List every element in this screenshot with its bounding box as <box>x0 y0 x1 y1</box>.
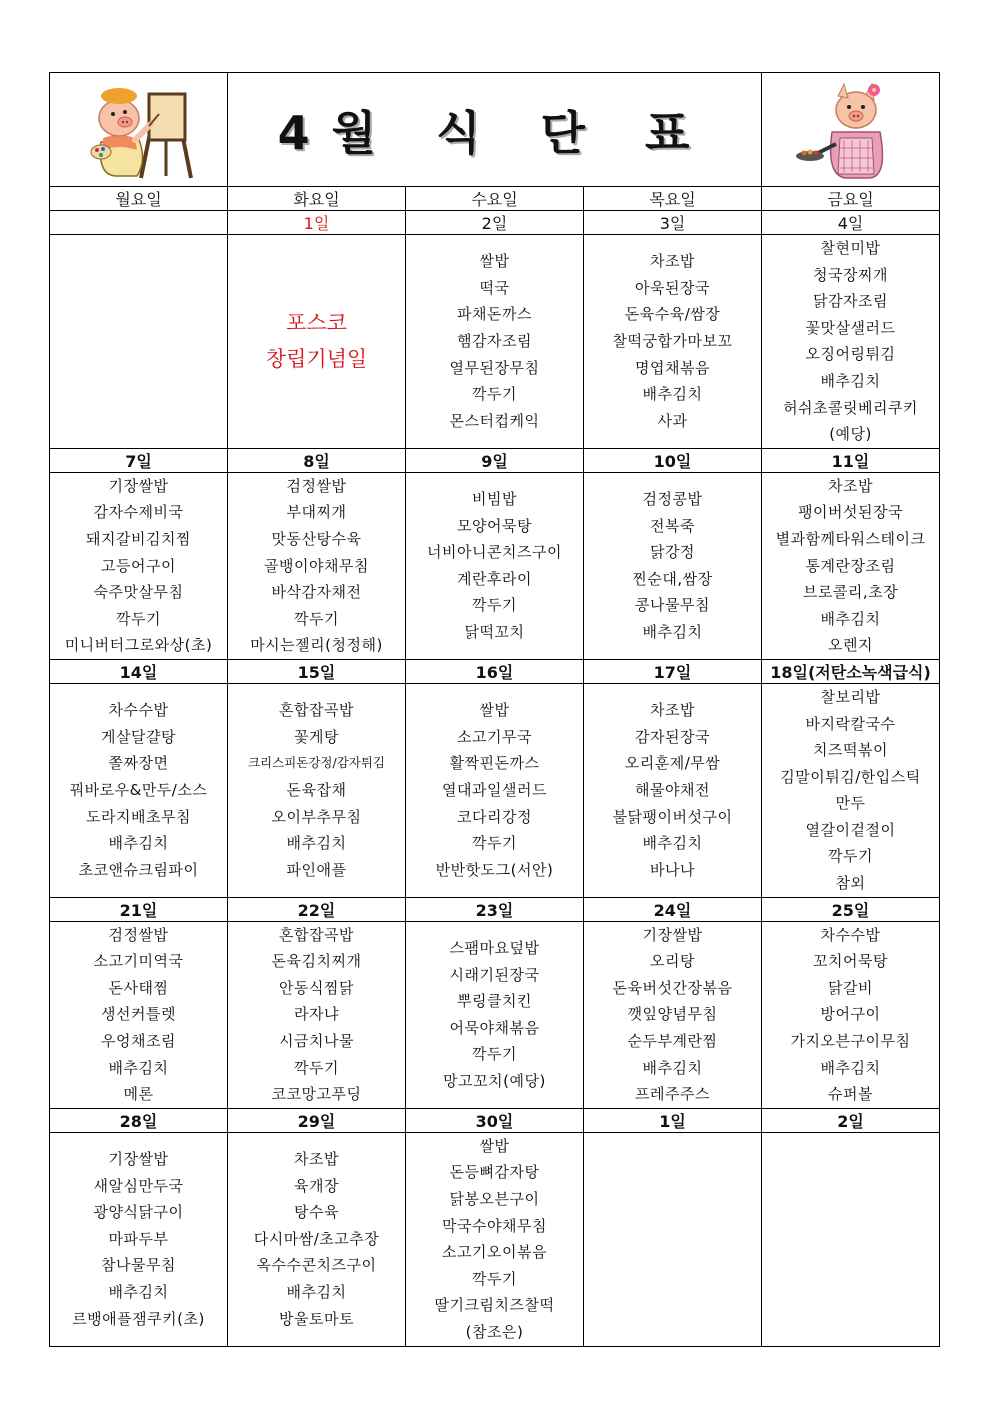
menu-item: 배추김치 <box>108 1058 169 1077</box>
menu-item: 차수수밥 <box>108 701 169 720</box>
menu-item: 닭떡꼬치 <box>464 623 525 642</box>
menu-item: 부대찌개 <box>286 503 347 522</box>
menu-item: 만두 <box>835 794 866 813</box>
menu-cell <box>406 921 584 1108</box>
menu-cell <box>762 472 940 659</box>
menu-item: 검정쌀밥 <box>108 925 169 944</box>
menu-item: 꽃맛살샐러드 <box>805 318 896 337</box>
menu-row <box>50 235 940 449</box>
menu-cell <box>228 235 406 449</box>
menu-item: 열갈이겉절이 <box>805 820 896 839</box>
menu-item: 막국수야채무침 <box>442 1216 547 1235</box>
date-cell: 7일 <box>50 448 228 472</box>
menu-item: 방어구이 <box>820 1005 881 1024</box>
date-cell: 30일 <box>406 1108 584 1132</box>
menu-item: 쫄짜장면 <box>108 754 169 773</box>
menu-item: 떡국 <box>479 278 510 297</box>
menu-item: 감자수제비국 <box>93 503 184 522</box>
menu-cell <box>762 921 940 1108</box>
menu-item: 차조밥 <box>650 252 695 271</box>
menu-item: 르뱅애플잼쿠키(초) <box>72 1309 205 1328</box>
menu-item: 배추김치 <box>820 371 881 390</box>
menu-item: 차수수밥 <box>820 925 881 944</box>
date-cell: 16일 <box>406 659 584 683</box>
menu-item: 깻잎양념무침 <box>627 1005 718 1024</box>
menu-item: 배추김치 <box>642 385 703 404</box>
menu-item: 육개장 <box>294 1176 339 1195</box>
menu-item: 닭갈비 <box>828 978 874 997</box>
menu-item: 기장쌀밥 <box>108 476 169 495</box>
menu-item: 크리스피돈강정/감자튀김 <box>247 755 386 771</box>
menu-item: 프레주주스 <box>635 1085 710 1104</box>
menu-item: 파채돈까스 <box>457 305 532 324</box>
menu-item: 기장쌀밥 <box>642 925 703 944</box>
menu-item: 방울토마토 <box>279 1309 354 1328</box>
date-row <box>50 897 940 921</box>
date-cell: 1일 <box>228 211 406 235</box>
menu-item: 소고기미역국 <box>93 952 184 971</box>
menu-item: 열무된장무침 <box>449 358 540 377</box>
date-cell: 21일 <box>50 897 228 921</box>
menu-item: 딸기크림치즈찰떡 <box>434 1296 555 1315</box>
header-row <box>50 73 940 187</box>
menu-item: 차조밥 <box>650 701 695 720</box>
menu-cell <box>50 683 228 897</box>
menu-row <box>50 921 940 1108</box>
menu-item: 모양어묵탕 <box>457 516 532 535</box>
menu-item: 시금치나물 <box>279 1032 354 1051</box>
date-cell: 23일 <box>406 897 584 921</box>
menu-item: 감자된장국 <box>635 727 710 746</box>
date-cell: 29일 <box>228 1108 406 1132</box>
menu-item: 비빔밥 <box>472 490 517 509</box>
menu-item: 닭감자조림 <box>813 292 888 311</box>
weekday-tue: 화요일 <box>228 187 406 211</box>
menu-cell <box>50 472 228 659</box>
menu-item: 참외 <box>835 874 866 893</box>
menu-item: 찰보리밥 <box>820 687 881 706</box>
menu-item: 브로콜리,초장 <box>802 583 899 602</box>
menu-item: 고등어구이 <box>101 556 176 575</box>
menu-item: 배추김치 <box>286 1283 347 1302</box>
menu-item: 통계란장조림 <box>805 556 896 575</box>
menu-item: 열대과일샐러드 <box>442 780 547 799</box>
menu-item: 오리훈제/무쌈 <box>624 754 721 773</box>
menu-item: 쌀밥 <box>479 701 510 720</box>
menu-row <box>50 683 940 897</box>
menu-item: 스팸마요덮밥 <box>449 938 540 957</box>
menu-item: 너비아니콘치즈구이 <box>427 543 562 562</box>
menu-item: 돈사태찜 <box>108 978 169 997</box>
holiday-label: 포스코 <box>286 311 347 336</box>
menu-item: 혼합잡곡밥 <box>279 925 354 944</box>
menu-item: 해물야채전 <box>635 780 710 799</box>
menu-item: 깍두기 <box>294 1058 339 1077</box>
menu-item: 깍두기 <box>472 1269 517 1288</box>
holiday-label: 창립기념일 <box>265 347 368 372</box>
meal-plan-table <box>49 72 940 1347</box>
date-cell: 4일 <box>762 211 940 235</box>
menu-item: 차조밥 <box>294 1150 339 1169</box>
menu-item: 오징어링튀김 <box>805 345 896 364</box>
menu-item: 꼬치어묵탕 <box>813 952 888 971</box>
menu-item: 돈육버섯간장볶음 <box>612 978 733 997</box>
menu-item: 마파두부 <box>108 1229 169 1248</box>
date-row <box>50 659 940 683</box>
pig-painter-icon <box>79 80 199 180</box>
menu-item: 닭강정 <box>650 543 695 562</box>
menu-item: 게살달걀탕 <box>101 727 176 746</box>
menu-item: 라자냐 <box>294 1005 339 1024</box>
menu-item: 꿔바로우&만두/소스 <box>69 780 208 799</box>
date-row <box>50 1108 940 1132</box>
menu-item: 마시는젤리(청정해) <box>250 636 383 655</box>
menu-cell <box>584 472 762 659</box>
menu-item: 깍두기 <box>472 596 517 615</box>
menu-item: 바삭감자채전 <box>271 583 362 602</box>
menu-item: 검정콩밥 <box>642 490 703 509</box>
menu-item: 배추김치 <box>820 1058 881 1077</box>
menu-item: 돈등뼈감자탕 <box>449 1163 540 1182</box>
menu-item: 사과 <box>657 411 688 430</box>
menu-item: 맛동산탕수육 <box>271 529 362 548</box>
date-cell: 14일 <box>50 659 228 683</box>
date-cell: 25일 <box>762 897 940 921</box>
menu-item: 반반핫도그(서안) <box>435 860 554 879</box>
menu-item: 깍두기 <box>116 609 161 628</box>
menu-cell <box>50 235 228 449</box>
menu-item: 소고기오이볶음 <box>442 1243 547 1262</box>
menu-cell <box>228 921 406 1108</box>
menu-item: 차조밥 <box>828 476 874 495</box>
menu-cell <box>584 921 762 1108</box>
date-cell: 2일 <box>762 1108 940 1132</box>
menu-item: 치즈떡볶이 <box>813 741 888 760</box>
menu-cell <box>762 683 940 897</box>
menu-item: 시래기된장국 <box>449 965 540 984</box>
menu-item: 참나물무침 <box>101 1256 176 1275</box>
menu-item: 깍두기 <box>472 385 517 404</box>
menu-item: 허쉬초콜릿베리쿠키 <box>783 398 918 417</box>
menu-item: (예당) <box>829 425 872 444</box>
menu-item: 다시마쌈/초고추장 <box>253 1229 380 1248</box>
menu-item: 활짝핀돈까스 <box>449 754 540 773</box>
menu-item: 어묵야채볶음 <box>449 1018 540 1037</box>
date-cell: 22일 <box>228 897 406 921</box>
menu-cell <box>584 683 762 897</box>
menu-item: 돼지갈비김치찜 <box>86 529 191 548</box>
menu-item: 파인애플 <box>286 860 347 879</box>
menu-item: 혼합잡곡밥 <box>279 701 354 720</box>
menu-cell <box>406 472 584 659</box>
menu-item: 망고꼬치(예당) <box>443 1071 546 1090</box>
menu-item: 몬스터컵케익 <box>449 411 540 430</box>
menu-item: 깍두기 <box>294 609 339 628</box>
menu-item: (참조은) <box>465 1322 524 1341</box>
date-cell: 11일 <box>762 448 940 472</box>
menu-cell <box>584 1132 762 1346</box>
date-cell: 1일 <box>584 1108 762 1132</box>
menu-item: 새알심만두국 <box>93 1176 184 1195</box>
menu-cell <box>50 921 228 1108</box>
menu-item: 햄감자조림 <box>457 332 532 351</box>
menu-row <box>50 1132 940 1346</box>
menu-cell <box>228 472 406 659</box>
left-art-cell <box>50 73 228 187</box>
menu-item: 광양식닭구이 <box>93 1203 184 1222</box>
menu-item: 옥수수콘치즈구이 <box>256 1256 377 1275</box>
menu-item: 우엉채조림 <box>101 1032 176 1051</box>
menu-cell <box>228 1132 406 1346</box>
date-cell: 9일 <box>406 448 584 472</box>
menu-item: 메론 <box>123 1085 154 1104</box>
menu-item: 바지락칼국수 <box>805 714 896 733</box>
weekday-wed: 수요일 <box>406 187 584 211</box>
menu-item: 코다리강정 <box>457 807 532 826</box>
menu-item: 배추김치 <box>286 834 347 853</box>
menu-item: 바나나 <box>650 860 695 879</box>
menu-item: 깍두기 <box>472 1045 517 1064</box>
menu-item: 숙주맛살무침 <box>93 583 184 602</box>
menu-item: 찐순대,쌈장 <box>632 569 713 588</box>
menu-item: 김말이튀김/한입스틱 <box>780 767 921 786</box>
title-cell <box>228 73 762 187</box>
menu-item: 콩나물무침 <box>635 596 710 615</box>
menu-cell <box>584 235 762 449</box>
menu-item: 돈육김치찌개 <box>271 952 362 971</box>
menu-item: 배추김치 <box>820 609 881 628</box>
menu-item: 오이부추무침 <box>271 807 362 826</box>
menu-item: 안동식찜닭 <box>279 978 354 997</box>
menu-item: 깍두기 <box>472 834 517 853</box>
menu-item: 코코망고푸딩 <box>271 1085 362 1104</box>
menu-item: 소고기무국 <box>457 727 532 746</box>
menu-cell <box>50 1132 228 1346</box>
menu-cell <box>762 235 940 449</box>
menu-cell <box>762 1132 940 1346</box>
menu-item: 불닭팽이버섯구이 <box>612 807 733 826</box>
menu-item: 초코앤슈크림파이 <box>78 860 199 879</box>
menu-item: 기장쌀밥 <box>108 1150 169 1169</box>
menu-item: 쌀밥 <box>479 1136 510 1155</box>
menu-item: 아욱된장국 <box>635 278 710 297</box>
menu-item: 청국장찌개 <box>813 265 888 284</box>
menu-item: 팽이버섯된장국 <box>798 503 903 522</box>
menu-cell <box>228 683 406 897</box>
weekday-fri: 금요일 <box>762 187 940 211</box>
menu-item: 생선커틀렛 <box>101 1005 176 1024</box>
menu-item: 찰떡궁합가마보꼬 <box>612 332 733 351</box>
date-cell: 18일(저탄소녹색급식) <box>762 659 940 683</box>
menu-cell <box>406 1132 584 1346</box>
menu-item: 찰현미밥 <box>820 239 881 257</box>
menu-cell <box>406 235 584 449</box>
menu-item: 깍두기 <box>828 847 874 866</box>
menu-item: 오리탕 <box>650 952 695 971</box>
menu-item: 쌀밥 <box>479 252 510 271</box>
menu-item: 오렌지 <box>828 636 874 655</box>
date-cell: 15일 <box>228 659 406 683</box>
menu-item: 꽃게탕 <box>294 727 339 746</box>
date-row <box>50 211 940 235</box>
menu-item: 슈퍼볼 <box>828 1085 874 1104</box>
menu-item: 탕수육 <box>294 1203 339 1222</box>
menu-item: 닭봉오븐구이 <box>449 1190 540 1208</box>
weekday-row <box>50 187 940 211</box>
menu-item: 돈육수육/쌈장 <box>624 305 721 324</box>
menu-item: 배추김치 <box>642 623 703 642</box>
menu-item: 검정쌀밥 <box>286 476 347 495</box>
menu-item: 도라지배초무침 <box>86 807 191 826</box>
pig-chef-icon <box>796 80 906 180</box>
date-cell: 28일 <box>50 1108 228 1132</box>
menu-item: 배추김치 <box>642 834 703 853</box>
date-cell: 10일 <box>584 448 762 472</box>
menu-item: 돈육잡채 <box>286 780 347 799</box>
date-row <box>50 448 940 472</box>
menu-item: 뿌링클치킨 <box>457 992 532 1011</box>
date-cell <box>50 211 228 235</box>
menu-item: 골뱅이야채무침 <box>264 556 369 575</box>
menu-item: 명엽채볶음 <box>635 358 710 377</box>
menu-item: 전복죽 <box>650 516 695 535</box>
menu-item: 계란후라이 <box>457 569 532 588</box>
menu-item: 배추김치 <box>108 834 169 853</box>
date-cell: 24일 <box>584 897 762 921</box>
right-art-cell <box>762 73 940 187</box>
date-cell: 8일 <box>228 448 406 472</box>
menu-cell <box>406 683 584 897</box>
menu-item: 순두부계란찜 <box>627 1032 718 1051</box>
date-cell: 3일 <box>584 211 762 235</box>
menu-item: 미니버터그로와상(초) <box>64 636 213 655</box>
date-cell: 2일 <box>406 211 584 235</box>
menu-item: 별과함께타워스테이크 <box>775 529 926 548</box>
menu-item: 가지오븐구이무침 <box>790 1032 911 1051</box>
menu-item: 배추김치 <box>642 1058 703 1077</box>
weekday-mon: 월요일 <box>50 187 228 211</box>
menu-row <box>50 472 940 659</box>
menu-item: 배추김치 <box>108 1283 169 1302</box>
weekday-thu: 목요일 <box>584 187 762 211</box>
date-cell: 17일 <box>584 659 762 683</box>
page-title: 4월 식 단 표 <box>277 105 712 160</box>
